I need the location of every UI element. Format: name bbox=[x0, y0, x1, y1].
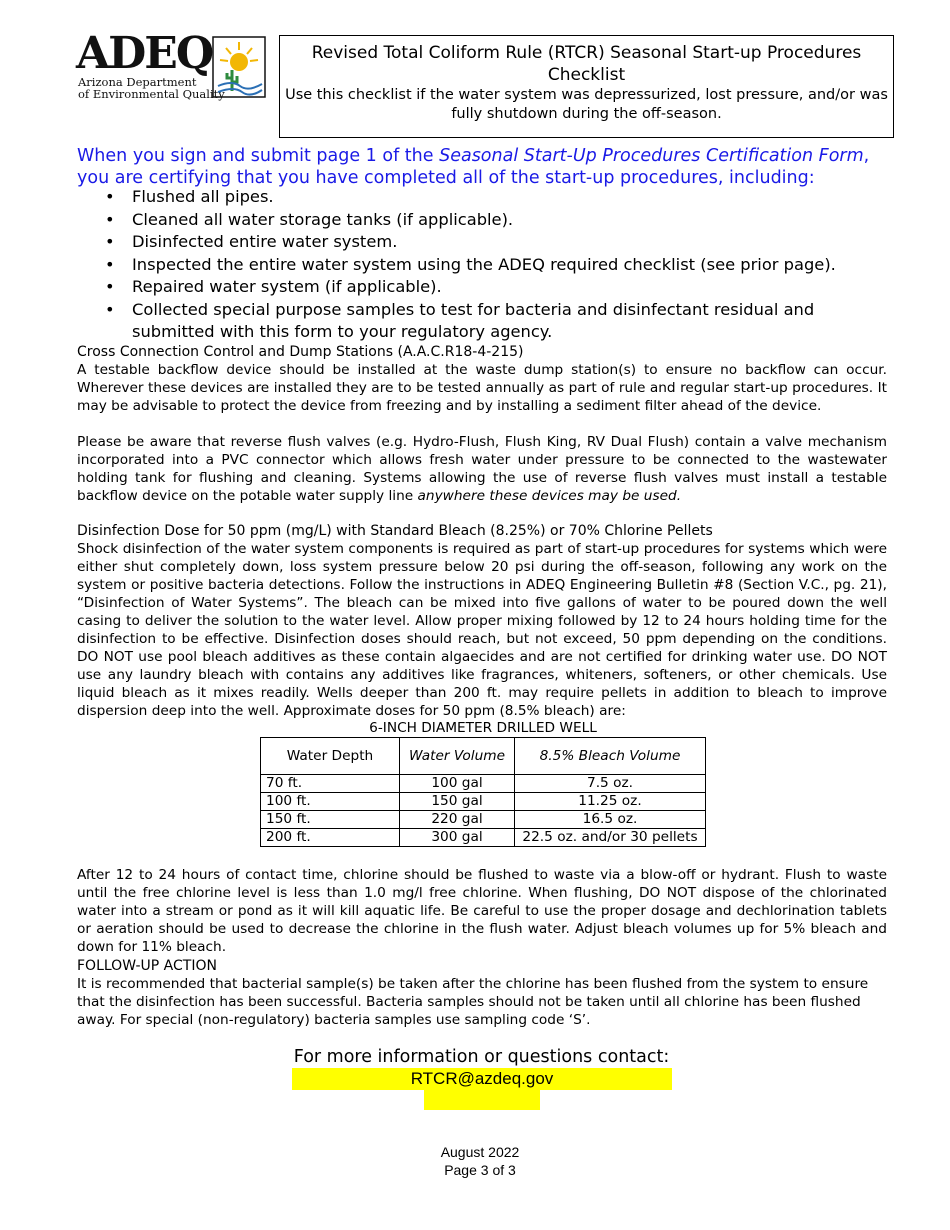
section-heading: FOLLOW-UP ACTION bbox=[77, 958, 217, 974]
section-heading: Cross Connection Control and Dump Stations (A.A.C.R18-4-215) bbox=[77, 344, 524, 360]
paragraph: After 12 to 24 hours of contact time, chlorine should be flushed to waste via a blow-off or hydrant. Flush to waste until the free chlorine level is less than 1.0 mg/l free chlorine. When flushing, DO NOT dispose of the chlorinated water into a stream or pond as it will kill aquatic life. Be careful to use the proper dosage and dechlorination tablets or aeration should be used to decrease the chlorine in the flush water. Adjust bleach volumes up for 5% bleach and down for 11% bleach. bbox=[77, 867, 887, 955]
intro-form-name: Seasonal Start-Up Procedures Certification Form bbox=[439, 146, 864, 166]
paragraph: A testable backflow device should be installed at the waste dump station(s) to ensure no backflow can occur. Wherever these devices are installed they are to be tested annually as part of rule and regular start-up procedures. It may be advisable to protect the device from freezing and by installing a sediment filter ahead of the device. bbox=[77, 362, 887, 414]
page-title: Revised Total Coliform Rule (RTCR) Seasonal Start-up Procedures Checklist bbox=[311, 43, 862, 85]
procedure-list bbox=[77, 186, 892, 344]
table-cell: 300 gal bbox=[400, 829, 515, 847]
section-heading: Disinfection Dose for 50 ppm (mg/L) with Standard Bleach (8.25%) or 70% Chlorine Pellets bbox=[77, 523, 713, 539]
table-cell: 150 gal bbox=[400, 793, 515, 811]
intro-statement bbox=[77, 145, 892, 189]
table-caption: 6-INCH DIAMETER DRILLED WELL bbox=[369, 720, 597, 736]
table-cell: 16.5 oz. bbox=[515, 811, 706, 829]
table-row bbox=[261, 829, 706, 847]
footer-date: August 2022 bbox=[440, 1144, 520, 1160]
table-cell: 70 ft. bbox=[261, 775, 400, 793]
column-header: Water Volume bbox=[400, 738, 515, 775]
table-cell: 150 ft. bbox=[261, 811, 400, 829]
header-box bbox=[279, 35, 894, 138]
column-header: Water Depth bbox=[261, 738, 400, 775]
list-item: • Disinfected entire water system. bbox=[77, 231, 892, 254]
list-item: • Repaired water system (if applicable). bbox=[77, 276, 892, 299]
table-cell: 220 gal bbox=[400, 811, 515, 829]
logo-letters: ADEQ bbox=[76, 28, 213, 79]
table-cell: 22.5 oz. and/or 30 pellets bbox=[515, 829, 706, 847]
contact-label: For more information or questions contact: bbox=[293, 1047, 670, 1067]
contact-email-link[interactable]: RTCR@azdeq.gov bbox=[292, 1068, 672, 1090]
intro-before: When you sign and submit page 1 of the bbox=[77, 146, 440, 166]
logo-subtitle bbox=[78, 76, 225, 100]
intro-after: , you are certifying that you have completed all of the start-up procedures, including: bbox=[77, 146, 870, 188]
sun-cactus-icon bbox=[212, 36, 266, 98]
flush-section bbox=[77, 866, 887, 956]
list-item: • Cleaned all water storage tanks (if applicable). bbox=[77, 209, 892, 232]
page-subtitle: Use this checklist if the water system was depressurized, lost pressure, and/or was fully shutdown during the off-season. bbox=[285, 87, 888, 122]
page-number: Page 3 of 3 bbox=[444, 1162, 516, 1178]
table-header-row bbox=[261, 738, 706, 775]
paragraph bbox=[77, 433, 887, 505]
list-item: • Collected special purpose samples to test for bacteria and disinfectant residual and submitted with this form to your regulatory agency. bbox=[77, 299, 892, 344]
column-header: 8.5% Bleach Volume bbox=[515, 738, 706, 775]
list-item: • Inspected the entire water system using the ADEQ required checklist (see prior page). bbox=[77, 254, 892, 277]
table-row bbox=[261, 793, 706, 811]
bleach-dose-table bbox=[260, 737, 706, 847]
table-cell: 7.5 oz. bbox=[515, 775, 706, 793]
table-row bbox=[261, 775, 706, 793]
table-row bbox=[261, 811, 706, 829]
paragraph: It is recommended that bacterial sample(s) be taken after the chlorine has been flushed from the system to ensure that the disinfection has been successful. Bacteria samples should not be taken until all chlorine has been flushed away. For special (non-regulatory) bacteria samples use sampling code ‘S’. bbox=[77, 976, 869, 1028]
paragraph: Shock disinfection of the water system components is required as part of start-up procedures for systems which were either shut completely down, loss system pressure below 20 psi during the off-season, following any work on the system or positive bacteria detections. Follow the instructions in ADEQ Engineering Bulletin #8 (Section V.C., pg. 21), “Disinfection of Water Systems”. The bleach can be mixed into five gallons of water to be poured down the well casing to deliver the solution to the water level. Allow proper mixing followed by 12 to 24 hours holding time for the disinfection to be effective. Disinfection doses should reach, but not exceed, 50 ppm depending on the conditions. DO NOT use pool bleach additives as these contain algaecides and are not certified for drinking water use. DO NOT use any laundry bleach with contains any additives like fragrances, whiteners, softeners, or other chemicals. Use liquid bleach as it mixes readily. Wells deeper than 200 ft. may require pellets in addition to bleach to improve dispersion deep into the well. Approximate doses for 50 ppm (8.5% bleach) are: bbox=[77, 541, 887, 719]
table-cell: 11.25 oz. bbox=[515, 793, 706, 811]
list-item: • Flushed all pipes. bbox=[77, 186, 892, 209]
table-cell: 100 ft. bbox=[261, 793, 400, 811]
paragraph-italic: anywhere these devices may be used. bbox=[417, 488, 682, 504]
logo-subtitle-line2: of Environmental Quality bbox=[78, 87, 225, 101]
highlight-block bbox=[424, 1090, 540, 1110]
table-cell: 100 gal bbox=[400, 775, 515, 793]
logo-subtitle-line1: Arizona Department bbox=[78, 75, 197, 89]
paragraph-text: Please be aware that reverse flush valves (e.g. Hydro-Flush, Flush King, RV Dual Flush) contain a valve mechanism incorporated into a PVC connector which allows fresh water under pressure to be connected to the wastewater holding tank for flushing and cleaning. Systems allowing the use of reverse flush valves must install a testable backflow device on the potable water supply line bbox=[77, 434, 887, 504]
cross-connection-section bbox=[77, 343, 887, 505]
table-cell: 200 ft. bbox=[261, 829, 400, 847]
adeq-logo bbox=[76, 28, 268, 104]
followup-section bbox=[77, 957, 887, 1029]
disinfection-section bbox=[77, 522, 887, 720]
